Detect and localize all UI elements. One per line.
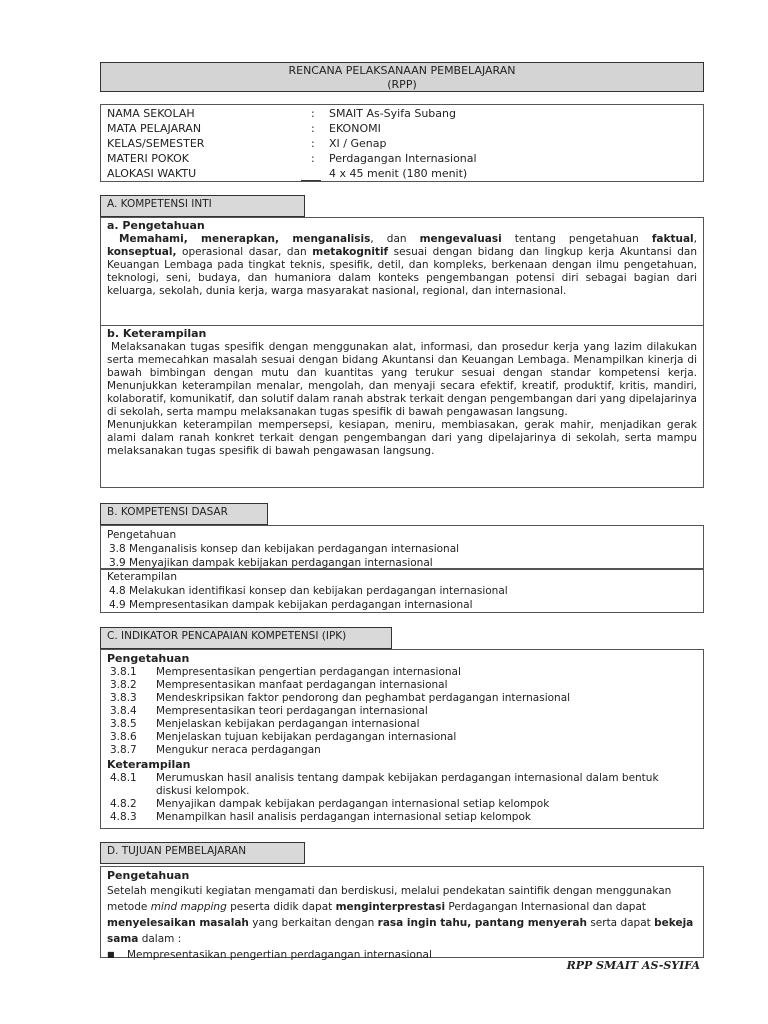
title-line2: (RPP) — [387, 78, 417, 91]
identity-table — [100, 104, 704, 182]
tujuan-text-run: menginterprestasi — [335, 901, 446, 913]
ipk-item-number: 3.8.2 — [110, 679, 137, 691]
ki-pengetahuan-box — [100, 217, 704, 326]
identity-separator: : — [311, 137, 315, 150]
ki-a-text-run: , dan — [370, 233, 420, 245]
ipk-item-text: Merumuskan hasil analisis tentang dampak kebijakan perdagangan internasional dalam bentuk diskusi kelompok. — [156, 772, 659, 797]
ipk-item — [110, 718, 697, 731]
ipk-item-text: Mempresentasikan teori perdagangan internasional — [156, 705, 428, 717]
ki-b-p1: Melaksanakan tugas spesifik dengan menggunakan alat, informasi, dan prosedur kerja yang lazim dilakukan serta memecahkan masalah sesuai dengan bidang Akuntansi dan Keuangan Lembaga. Menampilkan kinerja di bawah bimbingan dengan mutu dan kuantitas yang terukur sesuai dengan standar kompetensi kerja. Menunjukkan keterampilan menalar, mengolah, dan menyaji secara efektif, kreatif, produktif, kritis, mandiri, kolaboratif, komunikatif, dan solutif dalam ranah abstrak terkait dengan pengembangan dari yang dipelajarinya di sekolah, serta mampu melaksanakan tugas spesifik di bawah pengawasan langsung. — [107, 341, 697, 418]
kd-keterampilan-box — [100, 569, 704, 613]
ipk-item — [110, 692, 697, 705]
ipk-heading: C. INDIKATOR PENCAPAIAN KOMPETENSI (IPK) — [100, 627, 392, 649]
kd-heading: B. KOMPETENSI DASAR — [100, 503, 268, 525]
identity-row — [107, 106, 697, 121]
ipk-item-number: 3.8.1 — [110, 666, 137, 678]
ipk-item-number: 3.8.6 — [110, 731, 137, 743]
tujuan-text-run: Perdagangan Internasional dan dapat — [445, 901, 647, 913]
ipk-item — [110, 705, 697, 718]
identity-label: NAMA SEKOLAH — [107, 107, 195, 120]
identity-separator: : — [311, 122, 315, 135]
tujuan-heading: D. TUJUAN PEMBELAJARAN — [100, 842, 305, 864]
identity-row — [107, 151, 697, 166]
ipk-item-text: Menjelaskan kebijakan perdagangan internasional — [156, 718, 420, 730]
ipk-item-number: 4.8.1 — [110, 772, 137, 784]
kd-item: 3.9 Menyajikan dampak kebijakan perdagangan internasional — [109, 557, 433, 569]
tujuan-text-run: serta dapat — [586, 917, 655, 929]
ipk-item-number: 3.8.7 — [110, 744, 137, 756]
ki-b-title: b. Keterampilan — [107, 327, 207, 340]
identity-label: MATERI POKOK — [107, 152, 189, 165]
identity-value: Perdagangan Internasional — [329, 152, 477, 165]
ki-heading: A. KOMPETENSI INTI — [100, 195, 305, 217]
ki-a-text-run: metakognitif — [312, 246, 389, 258]
kd-pengetahuan-box — [100, 525, 704, 569]
ipk-item — [110, 679, 697, 692]
ipk-item-text: Menyajikan dampak kebijakan perdagangan internasional setiap kelompok — [156, 798, 550, 810]
ki-a-text-run: sesuai dengan bidang dan lingkup kerja Akuntansi dan Keuangan Lembaga pada tingkat teknis, spesifik, detil, dan kompleks, berkenaan dengan ilmu pengetahuan, teknologi, seni, budaya, dan humaniora dalam konteks pengembangan potensi diri sebagai bagian dari keluarga, sekolah, dunia kerja, warga masyarakat nasional, regional, dan internasional. — [107, 246, 697, 297]
ipk-item-text: Mengukur neraca perdagangan — [156, 744, 321, 756]
identity-label: KELAS/SEMESTER — [107, 137, 205, 150]
ki-a-text-run: faktual — [651, 233, 694, 245]
tujuan-text-run: mind mapping — [150, 901, 227, 913]
kd-item: 4.8 Melakukan identifikasi konsep dan kebijakan perdagangan internasional — [109, 585, 508, 597]
ki-a-text-run: mengevaluasi — [419, 233, 502, 245]
ipk-item-text: Mendeskripsikan faktor pendorong dan peghambat perdagangan internasional — [156, 692, 571, 704]
ipk-item-number: 4.8.3 — [110, 811, 137, 823]
ki-a-text-run: konseptual, — [107, 246, 177, 258]
identity-label: MATA PELAJARAN — [107, 122, 202, 135]
alokasi-underline — [301, 180, 321, 181]
tujuan-text-run: rasa ingin tahu, pantang menyerah — [377, 917, 587, 929]
ipk-item-number: 3.8.3 — [110, 692, 137, 704]
ki-a-title: a. Pengetahuan — [107, 219, 205, 232]
ipk-item-text: Menampilkan hasil analisis perdagangan internasional setiap kelompok — [156, 811, 531, 823]
tujuan-text-run: Setelah mengikuti kegiatan mengamati dan berdiskusi, melalui pendekatan saintifik dengan menggunakan metode — [107, 885, 672, 913]
ipk-item — [110, 798, 697, 811]
ipk-item — [110, 731, 697, 744]
ipk-item-number: 4.8.2 — [110, 798, 137, 810]
identity-separator — [311, 166, 329, 181]
identity-value: EKONOMI — [329, 122, 381, 135]
ipk-item-text: Menjelaskan tujuan kebijakan perdagangan internasional — [156, 731, 457, 743]
tujuan-text-run: menyelesaikan masalah — [107, 917, 249, 929]
ipk-item — [110, 811, 697, 824]
ipk-item-number: 3.8.4 — [110, 705, 137, 717]
ipk-item — [110, 744, 697, 757]
ki-b-p2: Menunjukkan keterampilan mempersepsi, kesiapan, meniru, membiasakan, gerak mahir, menjadikan gerak alami dalam ranah konkret terkait dengan pengembangan dari yang dipelajarinya di sekolah, serta mampu melaksanakan tugas spesifik di bawah pengawasan langsung. — [107, 419, 697, 457]
ipk-box — [100, 649, 704, 829]
ipk-item — [110, 666, 697, 679]
ki-a-text-run: operasional dasar, dan — [176, 246, 313, 258]
kd-item: 4.9 Mempresentasikan dampak kebijakan perdagangan internasional — [109, 599, 473, 611]
tujuan-text-run: peserta didik dapat — [226, 901, 336, 913]
ipk-ket-title: Keterampilan — [107, 758, 191, 771]
ipk-item-number: 3.8.5 — [110, 718, 137, 730]
tujuan-bullet-text: Mempresentasikan pengertian perdagangan internasional — [127, 949, 432, 961]
identity-row — [107, 136, 697, 151]
ipk-item-text: Mempresentasikan manfaat perdagangan internasional — [156, 679, 448, 691]
footer-label: RPP SMAIT AS-SYIFA — [566, 959, 700, 972]
identity-value: XI / Genap — [329, 137, 387, 150]
document-title — [100, 62, 704, 92]
tujuan-text-run: bekeja sama — [107, 917, 694, 945]
bullet-square-icon: ■ — [107, 950, 115, 959]
ipk-item-text: Mempresentasikan pengertian perdagangan internasional — [156, 666, 461, 678]
identity-separator: : — [311, 152, 315, 165]
tujuan-text — [107, 883, 697, 947]
kd-item: 3.8 Menganalisis konsep dan kebijakan perdagangan internasional — [109, 543, 460, 555]
identity-row — [107, 166, 697, 181]
ipk-peng-title: Pengetahuan — [107, 652, 190, 665]
identity-label: ALOKASI WAKTU — [107, 167, 197, 180]
ki-a-text-run: , — [693, 233, 697, 245]
kd-ket-title: Keterampilan — [107, 571, 177, 583]
ki-a-text — [107, 233, 697, 298]
title-line1: RENCANA PELAKSANAAN PEMBELAJARAN — [288, 64, 516, 77]
identity-row — [107, 121, 697, 136]
tujuan-box — [100, 866, 704, 961]
tujuan-text-run: dalam : — [138, 933, 182, 945]
ki-keterampilan-box — [100, 325, 704, 488]
identity-value: SMAIT As-Syifa Subang — [329, 107, 456, 120]
ki-a-text-run: tentang pengetahuan — [501, 233, 652, 245]
kd-peng-title: Pengetahuan — [107, 529, 177, 541]
ki-a-text-run: Memahami, menerapkan, menganalisis — [119, 233, 371, 245]
identity-separator: : — [311, 107, 315, 120]
tujuan-text-run: yang berkaitan dengan — [248, 917, 378, 929]
ipk-item — [110, 772, 697, 798]
identity-value: 4 x 45 menit (180 menit) — [329, 167, 468, 180]
tujuan-peng-title: Pengetahuan — [107, 869, 190, 882]
